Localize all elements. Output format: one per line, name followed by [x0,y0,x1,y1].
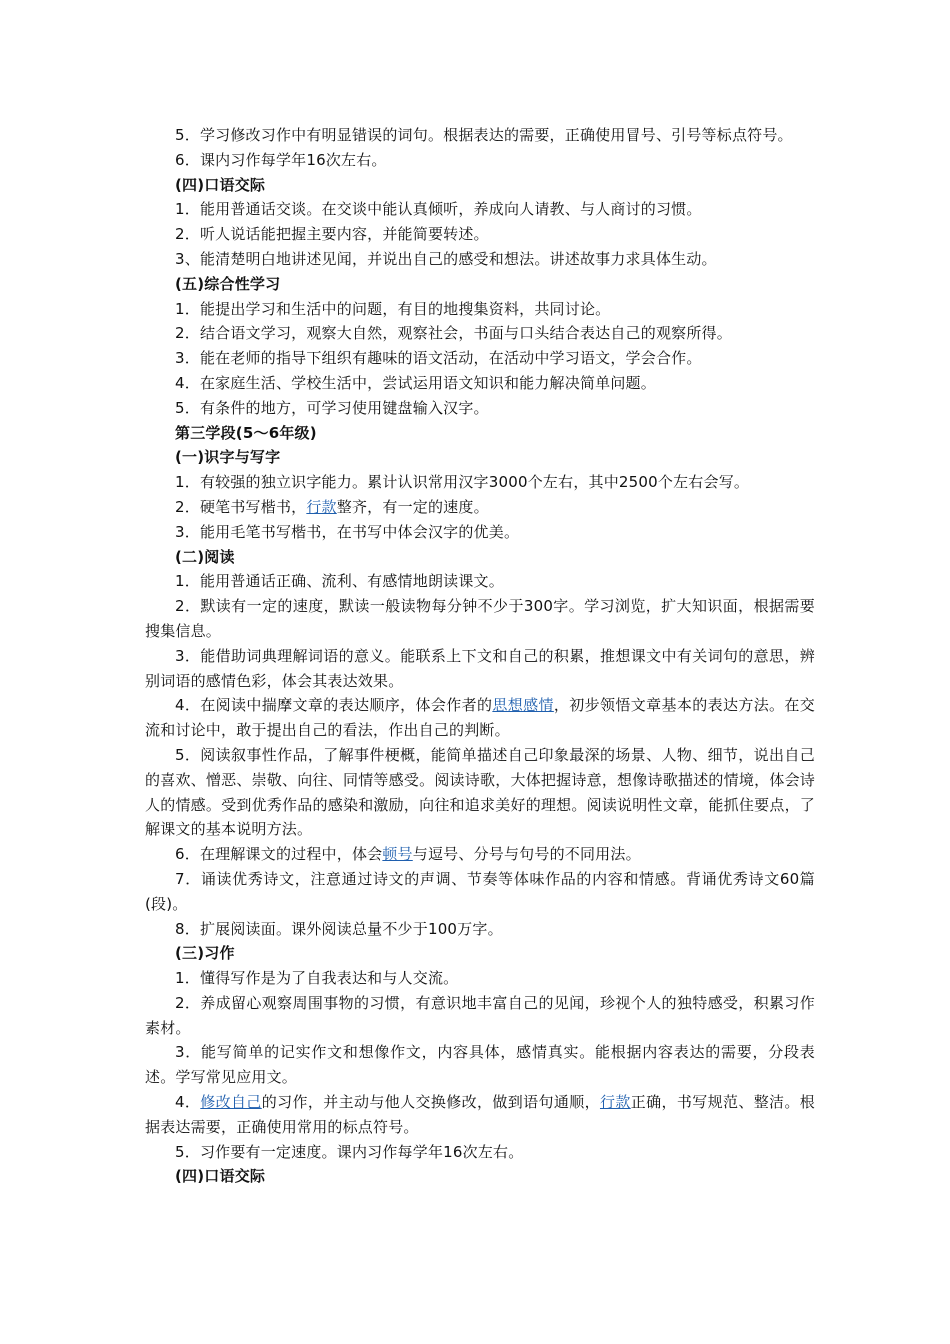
body-paragraph: 8．扩展阅读面。课外阅读总量不少于100万字。 [175,919,503,938]
paragraph-text: ，初步领悟文章基本的表达方法。在交流和讨论中，敢于提出自己的看法，作出自己的判断。 [145,696,816,740]
body-paragraph: 7．诵读优秀诗文，注意通过诗文的声调、节奏等体味作品的内容和情感。背诵优秀诗文60篇(段)。 [145,869,815,913]
body-paragraph: 1．能用普通话正确、流利、有感情地朗读课文。 [175,572,504,591]
body-paragraph: 2．结合语文学习，观察大自然，观察社会，书面与口头结合表达自己的观察所得。 [175,324,732,343]
body-paragraph: 2．养成留心观察周围事物的习惯，有意识地丰富自己的见闻，珍视个人的独特感受，积累习作素材。 [145,993,815,1037]
body-paragraph: 5．阅读叙事性作品，了解事件梗概，能简单描述自己印象最深的场景、人物、细节，说出自己的喜欢、憎恶、崇敬、向往、同情等感受。阅读诗歌，大体把握诗意，想像诗歌描述的情境，体会诗人的情感。受到优秀作品的感染和激励，向往和追求美好的理想。阅读说明性文章，能抓住要点，了解课文的基本说明方法。 [145,745,815,839]
section-heading: (五)综合性学习 [175,274,281,293]
section-heading: (一)识字与写字 [175,448,281,467]
body-paragraph: 1．能提出学习和生活中的问题，有目的地搜集资料，共同讨论。 [175,299,611,318]
body-paragraph: 2．听人说话能把握主要内容，并能简要转述。 [175,225,489,244]
body-paragraph: 5．习作要有一定速度。课内习作每学年16次左右。 [175,1142,524,1161]
body-paragraph: 3．能写简单的记实作文和想像作文，内容具体，感情真实。能根据内容表达的需要，分段表述。学写常见应用文。 [145,1043,815,1087]
body-paragraph: 6．课内习作每学年16次左右。 [175,150,387,169]
body-paragraph [145,693,815,743]
body-paragraph [145,1090,815,1140]
section-heading: (二)阅读 [175,547,235,566]
paragraph-text: 2．硬笔书写楷书， [175,497,307,516]
keyword-link[interactable]: 顿号 [382,845,413,864]
document-page [145,123,815,1189]
section-heading: 第三学段(5～6年级) [175,423,317,442]
body-paragraph: 3．能在老师的指导下组织有趣味的语文活动，在活动中学习语文，学会合作。 [175,349,702,368]
body-paragraph [145,495,815,520]
body-paragraph: 1．有较强的独立识字能力。累计认识常用汉字3000个左右，其中2500个左右会写。 [175,473,750,492]
keyword-link[interactable]: 行款 [599,1093,631,1112]
body-paragraph: 1．懂得写作是为了自我表达和与人交流。 [175,969,459,988]
body-paragraph: 3．能借助词典理解词语的意义。能联系上下文和自己的积累，推想课文中有关词句的意思，辨别词语的感情色彩，体会其表达效果。 [145,646,815,690]
body-paragraph: 1．能用普通话交谈。在交谈中能认真倾听，养成向人请教、与人商讨的习惯。 [175,200,702,219]
keyword-link[interactable]: 行款 [306,497,337,516]
paragraph-text: 4．在阅读中揣摩文章的表达顺序，体会作者的 [175,696,493,715]
paragraph-text: 的习作，并主动与他人交换修改，做到语句通顺， [261,1093,600,1112]
body-paragraph: 3．能用毛笔书写楷书，在书写中体会汉字的优美。 [175,522,520,541]
paragraph-text: 6．在理解课文的过程中，体会 [175,845,383,864]
section-heading: (三)习作 [175,944,235,963]
body-paragraph: 5．学习修改习作中有明显错误的词句。根据表达的需要，正确使用冒号、引号等标点符号。 [175,126,793,144]
paragraph-text: 与逗号、分号与句号的不同用法。 [412,845,641,864]
section-heading: (四)口语交际 [175,175,266,194]
paragraph-text: 4． [175,1093,201,1112]
body-paragraph: 3、能清楚明白地讲述见闻，并说出自己的感受和想法。讲述故事力求具体生动。 [175,249,717,268]
body-paragraph [145,842,815,867]
body-paragraph: 5．有条件的地方，可学习使用键盘输入汉字。 [175,398,489,417]
keyword-link[interactable]: 思想感情 [492,696,554,715]
body-paragraph: 4．在家庭生活、学校生活中，尝试运用语文知识和能力解决简单问题。 [175,373,656,392]
keyword-link[interactable]: 修改自己 [200,1093,262,1112]
paragraph-text: 正确，书写规范、整洁。根据表达需要，正确使用常用的标点符号。 [145,1093,816,1136]
paragraph-text: 整齐，有一定的速度。 [336,497,489,516]
body-paragraph: 2．默读有一定的速度，默读一般读物每分钟不少于300字。学习浏览，扩大知识面，根据需要搜集信息。 [145,597,815,640]
section-heading: (四)口语交际 [175,1167,266,1186]
